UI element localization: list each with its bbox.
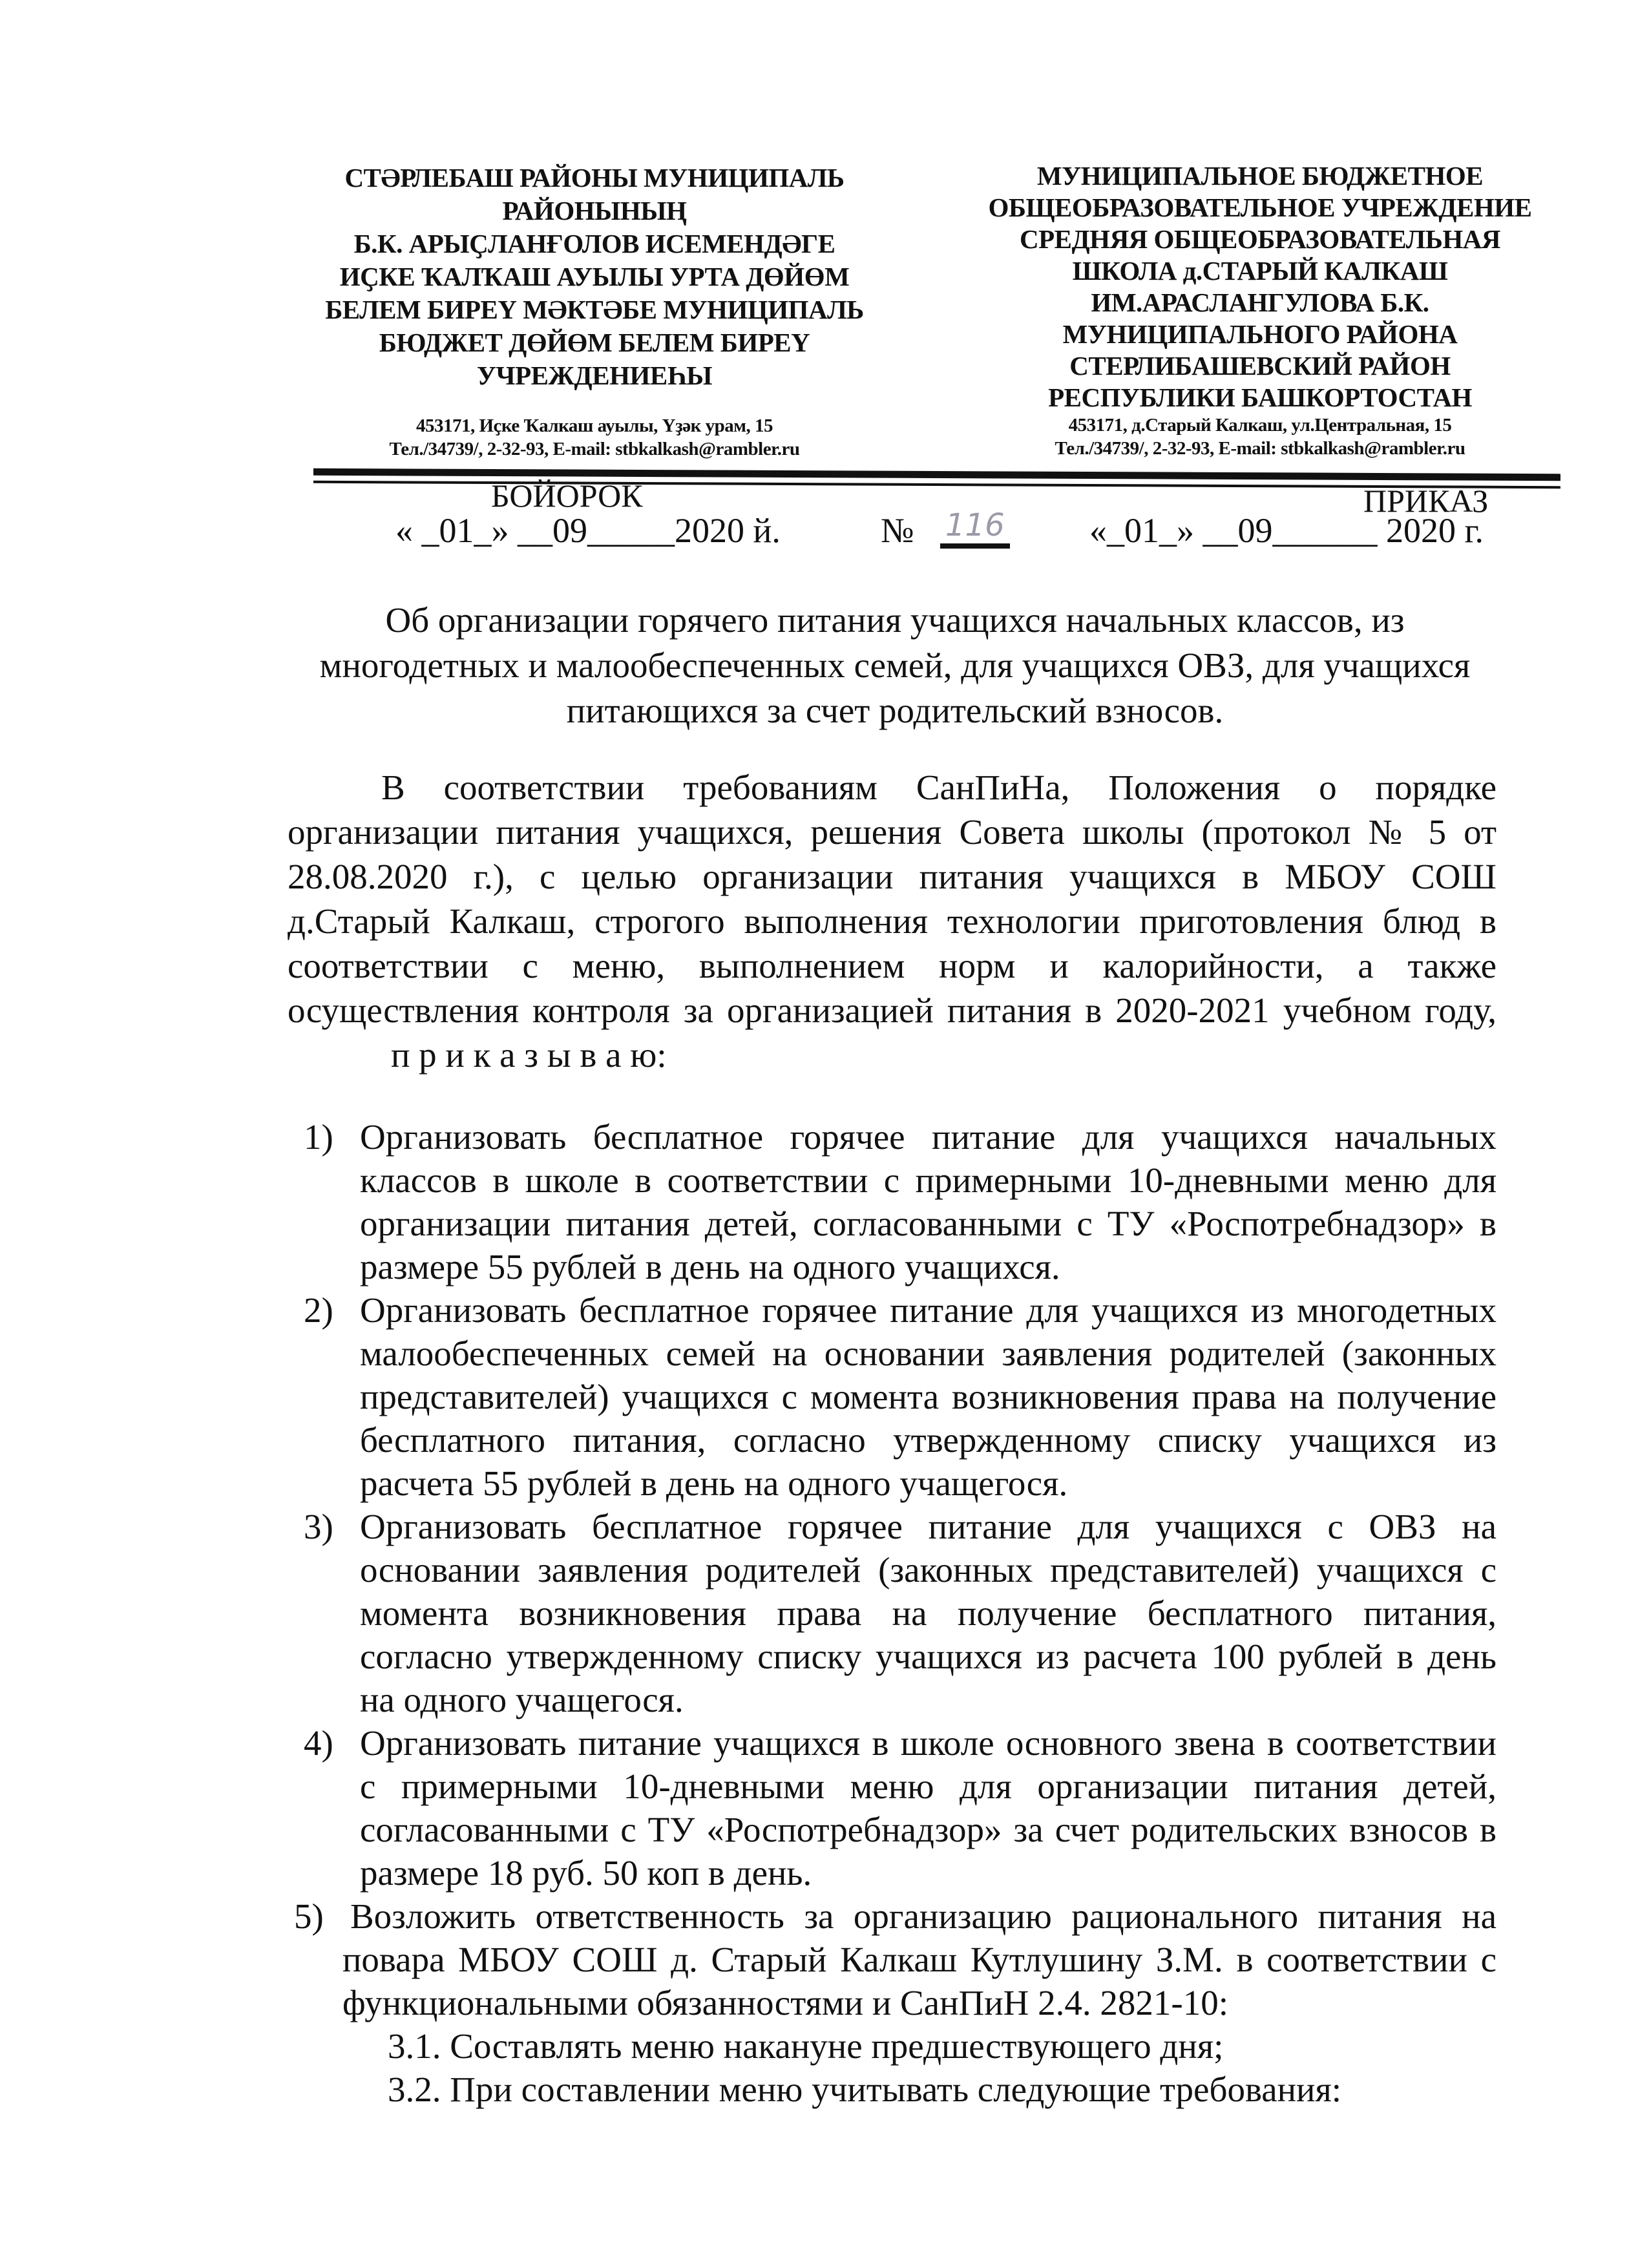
item-line: размере 18 руб. 50 коп в день. xyxy=(360,1853,812,1893)
org-name-line: РАЙОНЫНЫҢ xyxy=(502,196,687,226)
org-name-line: БЮДЖЕТ ДӨЙӨМ БЕЛЕМ БИРЕҮ xyxy=(379,328,810,357)
item-line: Организовать питание учащихся в школе основного звена в соответствии xyxy=(360,1723,1497,1763)
item-line: классов в школе в соответствии с примерными 10-дневными меню для xyxy=(360,1160,1497,1200)
org-name-line: ИҪКЕ ҠАЛҠАШ АУЫЛЫ УРТА ДӨЙӨМ xyxy=(339,262,850,291)
org-name-line: Б.К. АРЫҪЛАНҒОЛОВ ИСЕМЕНДӘГЕ xyxy=(353,229,835,258)
item-line: малообеспеченных семей на основании заявления родителей (законных xyxy=(360,1334,1497,1373)
contacts: Тел./34739/, 2-32-93, E-mail: stbkalkash@rambler.ru xyxy=(389,439,800,459)
org-name-line: СТӘРЛЕБАШ РАЙОНЫ МУНИЦИПАЛЬ xyxy=(344,163,845,193)
item-line: расчета 55 рублей в день на одного учащегося. xyxy=(360,1464,1068,1503)
date-russian: «_01_» __09______ 2020 г. xyxy=(1089,511,1484,550)
address: 453171, д.Старый Калкаш, ул.Центральная, 15 xyxy=(1068,415,1452,436)
doc-type-bashkir: БОЙОРОК xyxy=(491,478,643,514)
list-item xyxy=(294,1895,1497,2111)
header-bashkir xyxy=(297,162,892,461)
sub-item: 3.2. При составлении меню учитывать следующие требования: xyxy=(388,2070,1342,2109)
item-line: Возложить ответственность за организацию рационального питания на xyxy=(350,1896,1497,1936)
order-word: п р и к а з ы в а ю: xyxy=(391,1035,667,1075)
order-items xyxy=(294,1115,1497,2111)
date-bashkir: « _01_» __09_____2020 й. xyxy=(395,511,781,550)
preamble-line: 28.08.2020 г.), с целью организации питания учащихся в МБОУ СОШ xyxy=(288,857,1497,896)
item-line: согласно утвержденному списку учащихся из расчета 100 рублей в день xyxy=(360,1637,1497,1676)
org-name-line: МУНИЦИПАЛЬНОГО РАЙОНА xyxy=(1062,319,1458,349)
list-item xyxy=(304,1115,1497,1288)
doc-type-russian: ПРИКАЗ xyxy=(1363,483,1489,519)
item-number: 3) xyxy=(304,1507,333,1546)
item-number: 5) xyxy=(294,1896,324,1936)
order-number-handwritten: 116 xyxy=(940,507,1010,549)
address: 453171, Иҫке Ҡалкаш ауылы, Үҙәк урам, 15 xyxy=(416,415,773,436)
preamble xyxy=(288,765,1497,1077)
item-line: момента возникновения права на получение бесплатного питания, xyxy=(360,1593,1497,1633)
list-item xyxy=(304,1505,1497,1721)
item-number: 4) xyxy=(304,1723,333,1763)
item-line: с примерными 10-дневными меню для организации питания детей, xyxy=(360,1767,1497,1806)
item-line: Организовать бесплатное горячее питание для учащихся с ОВЗ на xyxy=(360,1507,1497,1546)
org-name-line: МУНИЦИПАЛЬНОЕ БЮДЖЕТНОЕ xyxy=(1036,161,1484,191)
org-name-line: БЕЛЕМ БИРЕҮ МӘКТӘБЕ МУНИЦИПАЛЬ xyxy=(325,295,864,324)
org-name-line: СТЕРЛИБАШЕВСКИЙ РАЙОН xyxy=(1069,351,1451,381)
org-name-line: СРЕДНЯЯ ОБЩЕОБРАЗОВАТЕЛЬНАЯ xyxy=(1019,224,1501,254)
number-sign: № xyxy=(881,511,914,550)
item-line: организации питания детей, согласованными с ТУ «Роспотребнадзор» в xyxy=(360,1204,1497,1243)
org-name-line: УЧРЕЖДЕНИЕҺЫ xyxy=(476,361,713,390)
org-name-line: ШКОЛА д.СТАРЫЙ КАЛКАШ xyxy=(1072,256,1448,286)
preamble-line: д.Старый Калкаш, строгого выполнения технологии приготовления блюд в xyxy=(288,901,1497,941)
contacts: Тел./34739/, 2-32-93, E-mail: stbkalkash@rambler.ru xyxy=(1055,438,1465,459)
item-line: Организовать бесплатное горячее питание для учащихся из многодетных xyxy=(360,1290,1497,1330)
sub-item: 3.1. Составлять меню накануне предшествующего дня; xyxy=(388,2026,1224,2066)
item-line: бесплатного питания, согласно утвержденному списку учащихся из xyxy=(360,1420,1497,1460)
item-number: 2) xyxy=(304,1290,333,1330)
org-name-line: ОБЩЕОБРАЗОВАТЕЛЬНОЕ УЧРЕЖДЕНИЕ xyxy=(988,193,1532,222)
header-russian xyxy=(943,160,1577,460)
item-line: представителей) учащихся с момента возникновения права на получение xyxy=(360,1377,1497,1416)
org-name-line: РЕСПУБЛИКИ БАШКОРТОСТАН xyxy=(1048,383,1472,412)
list-item xyxy=(304,1721,1497,1895)
preamble-line: соответствии с меню, выполнением норм и калорийности, а также xyxy=(288,946,1497,985)
item-number: 1) xyxy=(304,1117,333,1157)
list-item xyxy=(304,1288,1497,1505)
item-line: основании заявления родителей (законных представителей) учащихся с xyxy=(360,1550,1497,1590)
item-line: Организовать бесплатное горячее питание для учащихся начальных xyxy=(360,1117,1497,1157)
preamble-line: В соответствии требованиям СанПиНа, Положения о порядке xyxy=(381,768,1497,807)
order-title: Об организации горячего питания учащихся начальных классов, из многодетных и малообеспеченных семей, для учащихся ОВЗ, для учащихся питающихся за счет родительский взносов. xyxy=(319,600,1471,730)
item-line: на одного учащегося. xyxy=(360,1680,684,1719)
preamble-line: осуществления контроля за организацией питания в 2020-2021 учебном году, xyxy=(288,991,1497,1030)
item-line: размере 55 рублей в день на одного учащихся. xyxy=(360,1247,1060,1286)
item-line: функциональными обязанностями и СанПиН 2.4. 2821-10: xyxy=(342,1983,1228,2022)
item-line: согласованными с ТУ «Роспотребнадзор» за счет родительских взносов в xyxy=(360,1810,1497,1849)
org-name-line: ИМ.АРАСЛАНГУЛОВА Б.К. xyxy=(1091,288,1429,317)
preamble-line: организации питания учащихся, решения Совета школы (протокол № 5 от xyxy=(288,812,1497,852)
item-line: повара МБОУ СОШ д. Старый Калкаш Кутлушину З.М. в соответствии с xyxy=(342,1940,1497,1979)
